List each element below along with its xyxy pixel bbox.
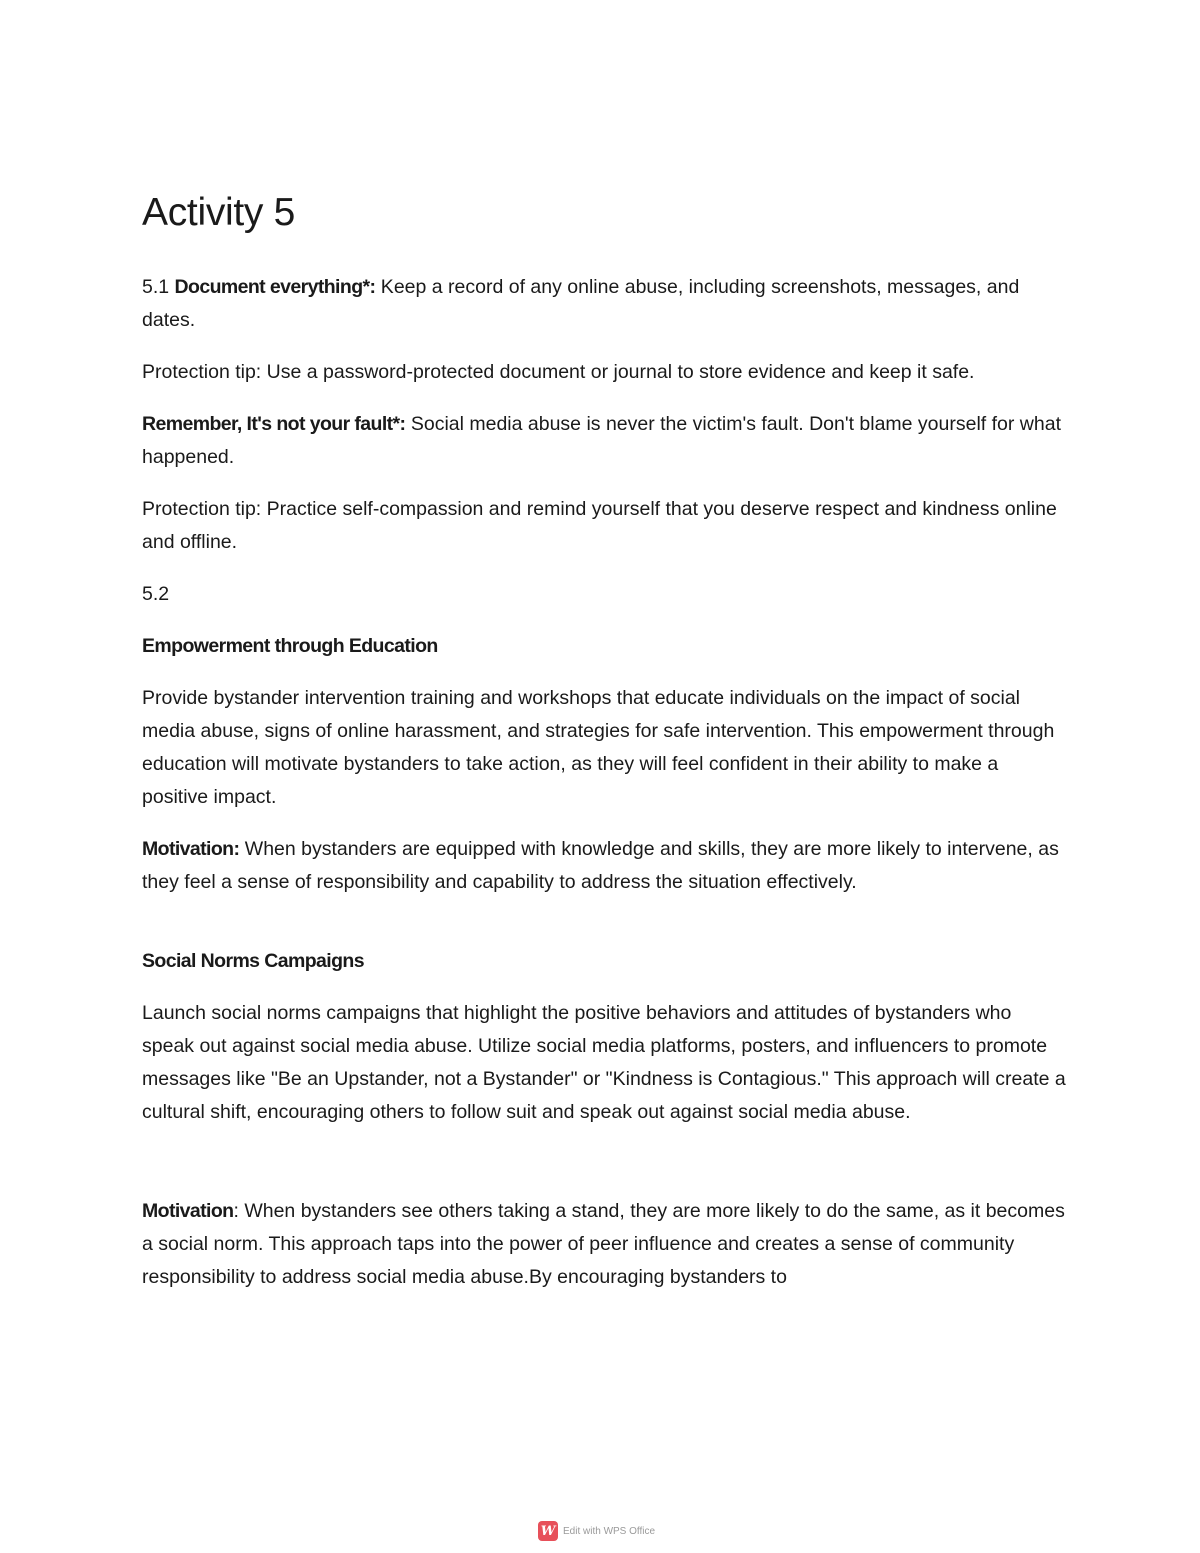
paragraph-social-norms: Launch social norms campaigns that highlight the positive behaviors and attitudes of bystanders who speak out against social media abuse. Utilize social media platforms, posters, and influencers to promote messages like "Be an Upstander, not a Bystander" or "Kindness is Contagious." This approach will create a cultural shift, encouraging others to follow suit and speak out against social media abuse.	[142, 1001, 1066, 1123]
wps-office-logo-icon: W	[538, 1521, 558, 1541]
paragraph-5-1	[142, 271, 1067, 337]
paragraph-empowerment: Provide bystander intervention training and workshops that educate individuals on the impact of social media abuse, signs of online harassment, and strategies for safe intervention. This empowerment through education will motivate bystanders to take action, as they will feel confident in their ability to make a positive impact.	[142, 686, 1055, 808]
heading-empowerment: Empowerment through Education	[142, 634, 438, 657]
paragraph-text: : When bystanders see others taking a stand, they are more likely to do the same, as it becomes a social norm. This approach taps into the power of peer influence and creates a sense of community responsibility to address social media abuse.By encouraging bystanders to	[142, 1199, 1065, 1288]
document-page	[142, 190, 1067, 1313]
paragraph-motivation-1	[142, 833, 1067, 899]
paragraph-text: Keep a record of any online abuse, including screenshots, messages, and dates.	[142, 275, 1020, 331]
protection-tip-2: Protection tip: Practice self-compassion and remind yourself that you deserve respect and kindness online and offline.	[142, 497, 1057, 553]
section-number: 5.1	[142, 275, 175, 298]
bold-lead: Document everything*:	[174, 275, 376, 298]
paragraph-text: Social media abuse is never the victim's fault. Don't blame yourself for what happened.	[142, 412, 1061, 468]
section-number-5-2: 5.2	[142, 582, 170, 605]
paragraph-not-your-fault	[142, 408, 1067, 474]
bold-lead: Motivation:	[142, 837, 240, 860]
heading-social-norms: Social Norms Campaigns	[142, 949, 364, 972]
paragraph-text: When bystanders are equipped with knowledge and skills, they are more likely to intervene, as they feel a sense of responsibility and capability to address the situation effectively.	[142, 837, 1059, 893]
document-title: Activity 5	[142, 191, 296, 234]
bold-lead: Remember, It's not your fault*:	[142, 412, 406, 435]
bold-lead: Motivation	[142, 1199, 234, 1222]
wps-edit-badge[interactable]	[538, 1521, 655, 1541]
protection-tip-1: Protection tip: Use a password-protected document or journal to store evidence and keep it safe.	[142, 360, 975, 383]
wps-edit-label: Edit with WPS Office	[563, 1525, 656, 1537]
paragraph-motivation-2	[142, 1195, 1067, 1294]
